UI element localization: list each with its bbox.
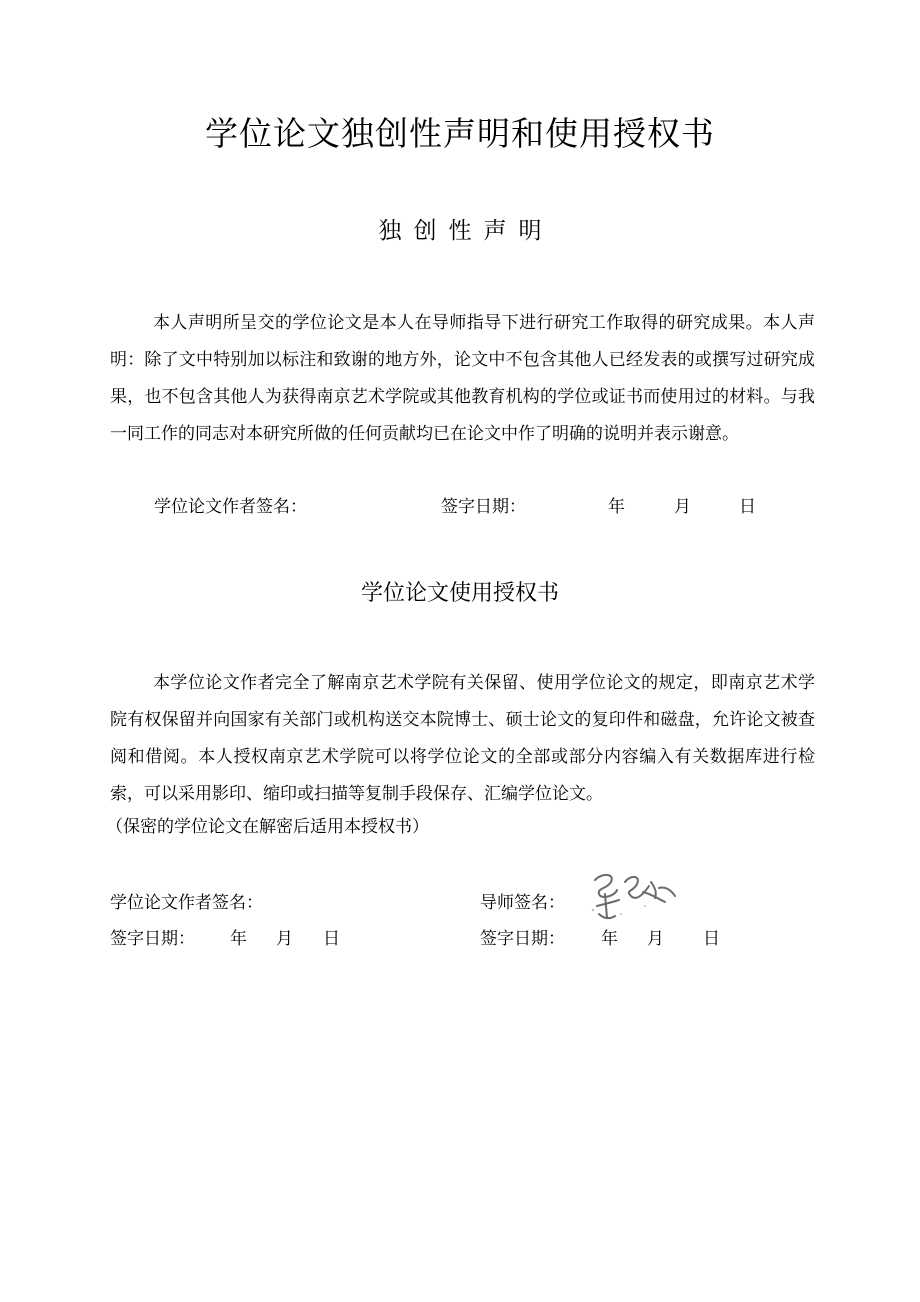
signing-date-label: 签字日期： <box>441 497 526 517</box>
year-label: 年 <box>608 497 625 517</box>
originality-statement: 本人声明所呈交的学位论文是本人在导师指导下进行研究工作取得的研究成果。本人声明：除了文中特别加以标注和致谢的地方外，论文中不包含其他人已经发表的或撰写过研究成果，也不包含其他人为获得南京艺术学院或其他教育机构的学位或证书而使用过的材料。与我一同工作的同志对本研究所做的任何贡献均已在论文中作了明确的说明并表示谢意。 <box>110 313 815 444</box>
author-month-label: 月 <box>276 929 293 949</box>
author-day-label: 日 <box>323 929 340 949</box>
advisor-month-label: 月 <box>647 929 664 949</box>
originality-heading: 独创性声明 <box>378 218 554 244</box>
advisor-handwritten-signature <box>585 862 685 924</box>
month-label: 月 <box>674 497 691 517</box>
authorization-statement: 本学位论文作者完全了解南京艺术学院有关保留、使用学位论文的规定，即南京艺术学院有权保留并向国家有关部门或机构送交本院博士、硕士论文的复印件和磁盘，允许论文被查阅和借阅。本人授权南京艺术学院可以将学位论文的全部或部分内容编入有关数据库进行检索，可以采用影印、缩印或扫描等复制手段保存、汇编学位论文。 <box>110 673 815 804</box>
document-title: 学位论文独创性声明和使用授权书 <box>205 114 715 153</box>
confidentiality-note: （保密的学位论文在解密后适用本授权书） <box>106 817 429 837</box>
advisor-year-label: 年 <box>601 929 618 949</box>
advisor-signing-date-label: 签字日期： <box>480 929 565 949</box>
author-signature-label: 学位论文作者签名： <box>154 497 307 517</box>
advisor-signature-label: 导师签名： <box>480 893 565 913</box>
day-label: 日 <box>739 497 756 517</box>
author-signature-label: 学位论文作者签名： <box>110 893 263 913</box>
author-year-label: 年 <box>230 929 247 949</box>
author-signing-date-label: 签字日期： <box>110 929 195 949</box>
authorization-heading: 学位论文使用授权书 <box>360 581 559 606</box>
advisor-day-label: 日 <box>703 929 720 949</box>
